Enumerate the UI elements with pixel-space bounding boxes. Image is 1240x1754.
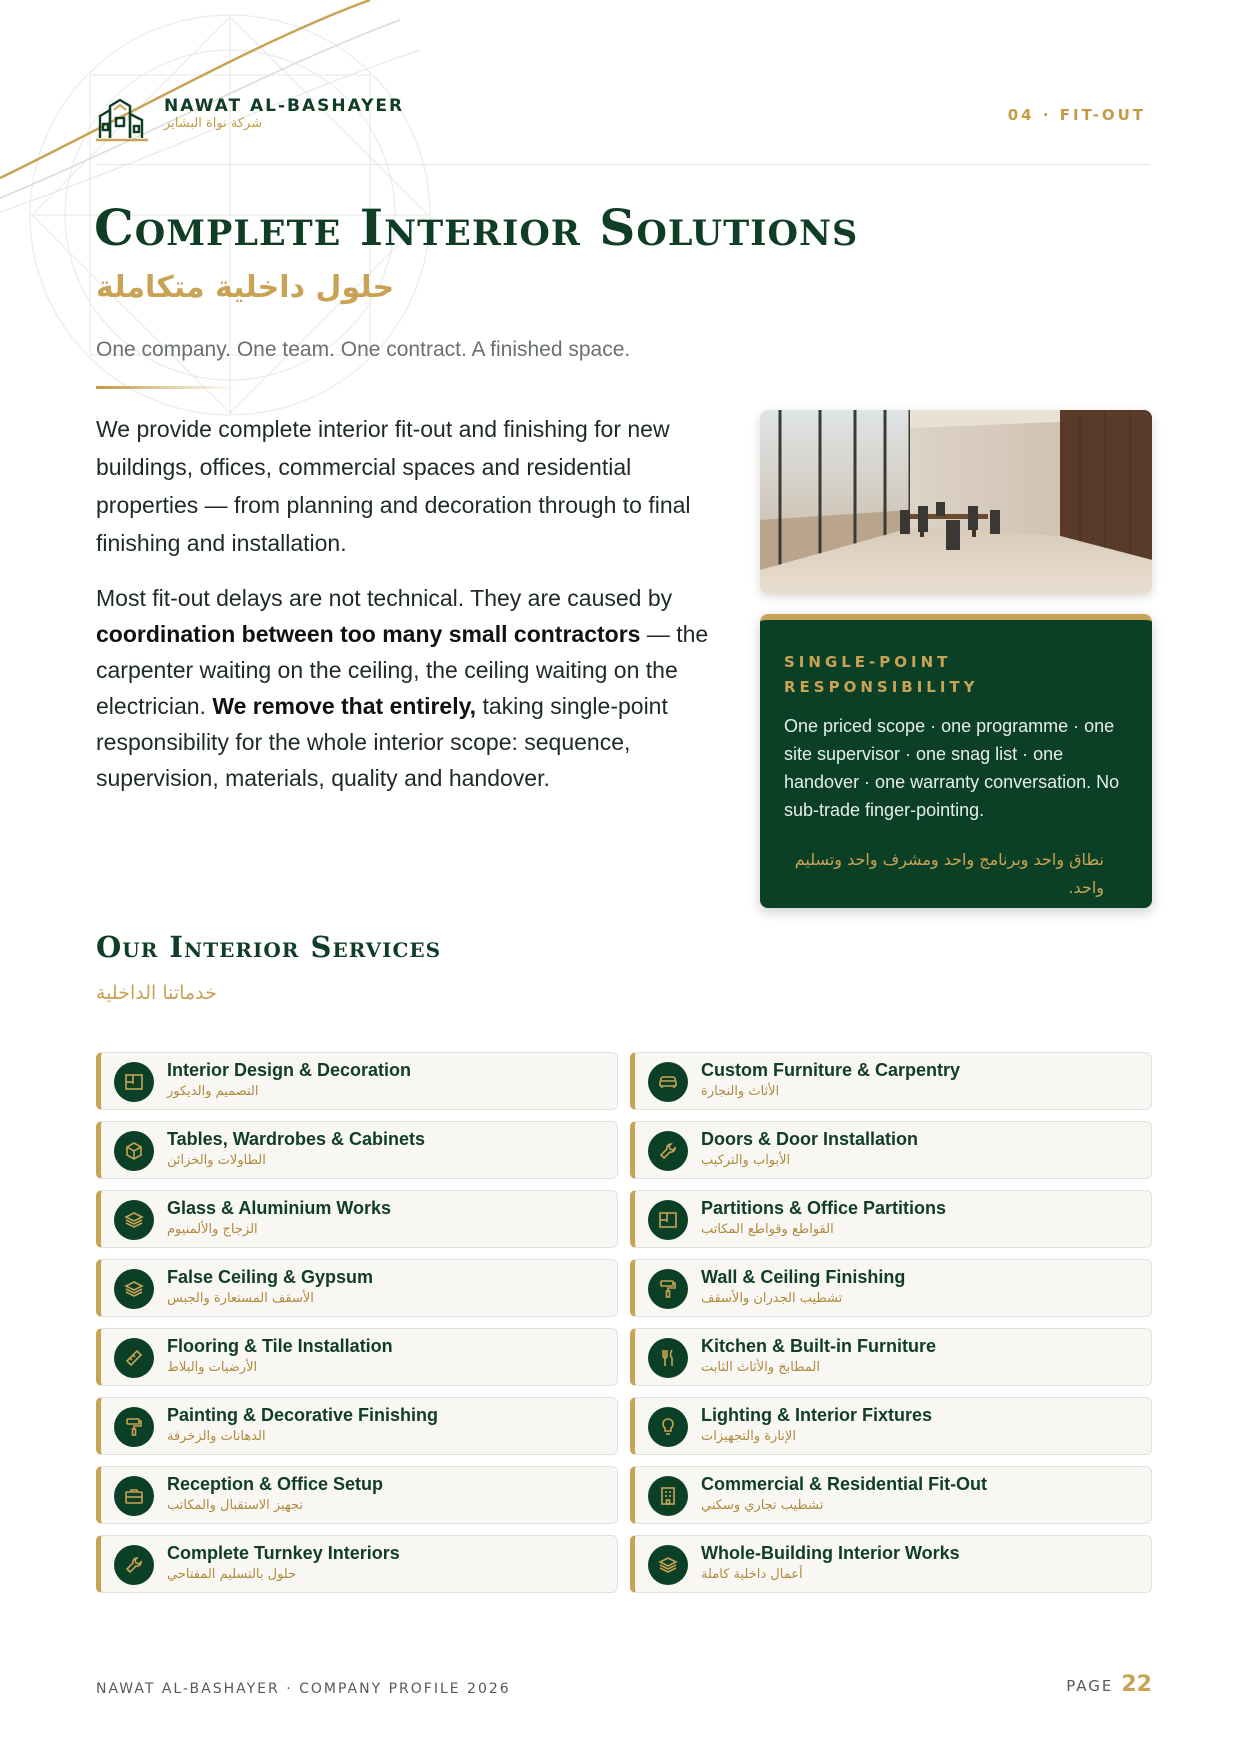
ruler-icon [114, 1338, 154, 1378]
paint-roller-icon [648, 1269, 688, 1309]
service-name: Tables, Wardrobes & Cabinets [167, 1129, 426, 1149]
tagline: One company. One team. One contract. A finished space. [96, 338, 631, 361]
footer-company-profile: NAWAT AL-BASHAYER · COMPANY PROFILE 2026 [96, 1681, 511, 1697]
service-card [96, 1052, 618, 1110]
service-card [630, 1397, 1152, 1455]
service-name: Whole-Building Interior Works [701, 1543, 960, 1563]
paint-roller-icon [114, 1407, 154, 1447]
service-name-arabic: التصميم والديكور [167, 1084, 259, 1099]
office-interior-photo [760, 410, 1152, 594]
service-card [630, 1052, 1152, 1110]
service-name: Glass & Aluminium Works [167, 1198, 392, 1218]
service-card [96, 1259, 618, 1317]
intro-emphasis: coordination between too many small contractors [96, 621, 641, 647]
service-card [96, 1121, 618, 1179]
service-name: Complete Turnkey Interiors [167, 1543, 400, 1563]
building-icon [648, 1476, 688, 1516]
single-point-responsibility-callout [760, 614, 1152, 908]
service-name-arabic: الأسقف المستعارة والجبس [167, 1291, 314, 1306]
page-number: 22 [1121, 1672, 1152, 1697]
page-title-arabic: حلول داخلية متكاملة [96, 270, 395, 305]
page-title: Complete Interior Solutions [94, 198, 859, 257]
service-card [96, 1535, 618, 1593]
service-name: Lighting & Interior Fixtures [701, 1405, 933, 1425]
wrench-icon [114, 1545, 154, 1585]
intro-paragraph-1: We provide complete interior fit-out and finishing for new buildings, offices, commercial spaces and residential properties — from planning and decoration through to final finishing and installation. [96, 416, 691, 556]
intro-paragraph-2 [96, 580, 726, 796]
service-card [630, 1190, 1152, 1248]
intro-text-span: — the carpenter waiting on the ceiling, the ceiling waiting on the electrician. [96, 621, 709, 719]
service-name-arabic: القواطع وقواطع المكاتب [701, 1222, 834, 1237]
header-divider [96, 164, 1150, 165]
sofa-icon [648, 1062, 688, 1102]
service-name: Painting & Decorative Finishing [167, 1405, 439, 1425]
layers-icon [114, 1200, 154, 1240]
lightbulb-icon [648, 1407, 688, 1447]
service-name-arabic: تجهيز الاستقبال والمكاتب [167, 1498, 303, 1513]
service-name: Custom Furniture & Carpentry [701, 1060, 961, 1080]
callout-body: One priced scope · one programme · one site supervisor · one snag list · one handover · one warranty conversation. No sub-trade finger-pointing. [784, 716, 1120, 820]
service-name-arabic: حلول بالتسليم المفتاحي [167, 1567, 297, 1582]
service-name: Kitchen & Built-in Furniture [701, 1336, 936, 1356]
callout-label: SINGLE-POINT RESPONSIBILITY [784, 653, 979, 696]
service-name: Interior Design & Decoration [167, 1060, 412, 1080]
service-name-arabic: تشطيب الجدران والأسقف [701, 1291, 843, 1306]
service-name-arabic: تشطيب تجاري وسكني [701, 1498, 824, 1513]
page-number-block [1066, 1672, 1152, 1697]
service-name-arabic: الدهانات والزخرفة [167, 1429, 266, 1444]
office-interior-illustration [760, 410, 1152, 594]
layers-icon [648, 1545, 688, 1585]
briefcase-icon [114, 1476, 154, 1516]
service-card [96, 1328, 618, 1386]
floorplan-icon [114, 1062, 154, 1102]
brand-name-arabic: شركة نواة البشاير [164, 116, 263, 131]
intro-text-span: Most fit-out delays are not technical. They are caused by [96, 585, 673, 611]
service-name-arabic: المطابخ والأثاث الثابت [701, 1360, 820, 1375]
service-name: Reception & Office Setup [167, 1474, 384, 1494]
service-name-arabic: أعمال داخلية كاملة [701, 1567, 803, 1582]
service-card [630, 1328, 1152, 1386]
service-card [630, 1259, 1152, 1317]
service-card [96, 1190, 618, 1248]
service-card [96, 1466, 618, 1524]
page-label: PAGE [1066, 1677, 1114, 1695]
service-card [630, 1121, 1152, 1179]
box-icon [114, 1131, 154, 1171]
utensils-icon [648, 1338, 688, 1378]
service-card [96, 1397, 618, 1455]
service-name: Commercial & Residential Fit-Out [701, 1474, 988, 1494]
floorplan-icon [648, 1200, 688, 1240]
section-tag: 04 · FIT-OUT [1007, 106, 1146, 124]
service-name: Partitions & Office Partitions [701, 1198, 947, 1218]
callout-arabic: نطاق واحد وبرنامج واحد ومشرف واحد وتسليم واحد. [794, 850, 1104, 897]
wrench-icon [648, 1131, 688, 1171]
service-name: Wall & Ceiling Finishing [701, 1267, 906, 1287]
services-title: Our Interior Services [96, 930, 442, 964]
service-name: Doors & Door Installation [701, 1129, 919, 1149]
services-grid [96, 1052, 1152, 1593]
intro-emphasis: We remove that entirely, [212, 693, 477, 719]
brand-name: NAWAT AL-BASHAYER [164, 96, 405, 116]
service-name-arabic: الأثاث والنجارة [701, 1084, 780, 1099]
service-name: Flooring & Tile Installation [167, 1336, 393, 1356]
services-title-arabic: خدماتنا الداخلية [96, 982, 217, 1004]
service-name-arabic: الأبواب والتركيب [701, 1153, 791, 1168]
service-name: False Ceiling & Gypsum [167, 1267, 374, 1287]
gold-divider [96, 386, 236, 389]
intro-text [96, 410, 726, 814]
service-name-arabic: الزجاج والألمنيوم [167, 1222, 258, 1237]
layers-icon [114, 1269, 154, 1309]
service-name-arabic: الطاولات والخزائن [167, 1153, 266, 1168]
service-card [630, 1535, 1152, 1593]
service-name-arabic: الإنارة والتجهيزات [701, 1429, 796, 1444]
service-card [630, 1466, 1152, 1524]
service-name-arabic: الأرضيات والبلاط [167, 1360, 258, 1375]
page-header [96, 92, 1146, 164]
company-logo [96, 96, 148, 142]
intro-text-span: taking single-point responsibility for the whole interior scope: sequence, supervision, materials, quality and handover. [96, 693, 668, 791]
